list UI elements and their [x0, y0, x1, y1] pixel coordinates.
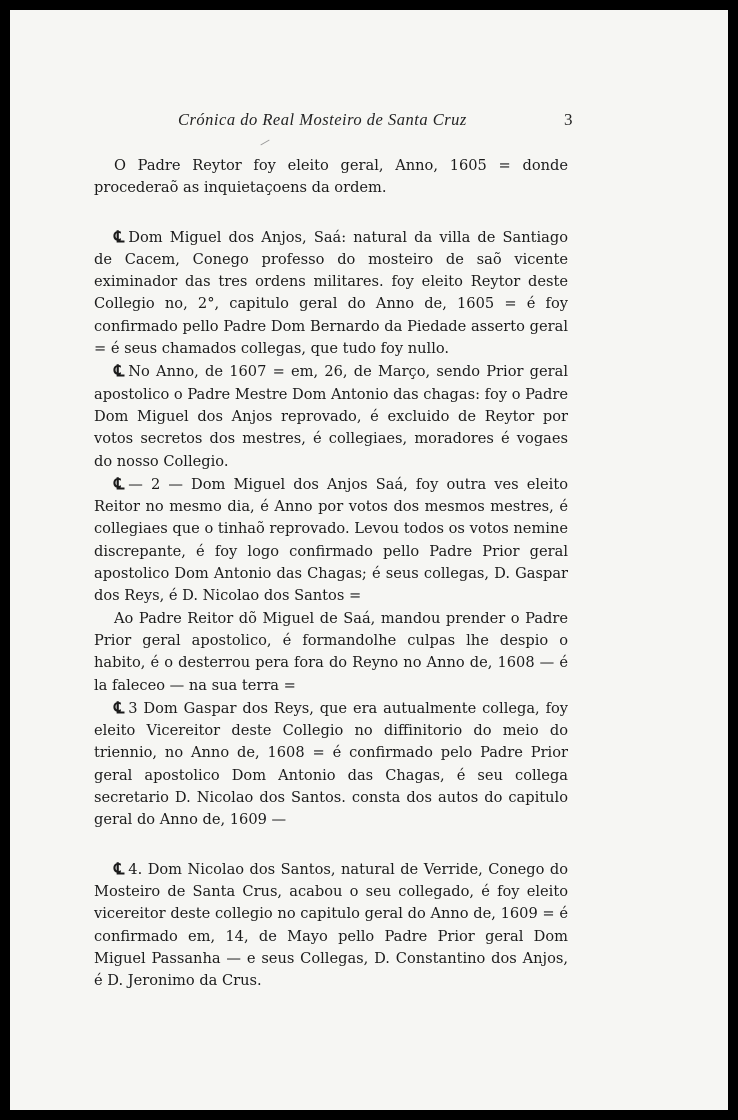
paragraph-3: [94, 360, 568, 472]
running-title: Crónica do Real Mosteiro de Santa Cruz: [178, 110, 467, 129]
page-number: 3: [564, 110, 573, 129]
pilcrow-icon: ℄: [114, 858, 125, 878]
paragraph-1: [94, 155, 568, 200]
pilcrow-icon: ℄: [114, 226, 125, 246]
page-body: [94, 155, 568, 992]
paragraph-text: — 2 — Dom Miguel dos Anjos Saá, foy outra ves eleito Reitor no mesmo dia, é Anno por votos dos mesmos mestres, é collegiaes que o tinhaõ reprovado. Levou todos os votos nemine discrepante, é foy logo confirmado pello Padre Prior geral apostolico Dom Antonio das Chagas; é seus collegas, D. Gaspar dos Reys, é D. Nicolao dos Santos =: [94, 475, 568, 605]
paragraph-2: [94, 226, 568, 361]
paragraph-text: O Padre Reytor foy eleito geral, Anno, 1605 = donde procederaõ as inquietaçoens da ordem.: [94, 157, 568, 197]
paragraph-7: [94, 858, 568, 993]
page-header: [10, 110, 728, 140]
paragraph-text: Dom Miguel dos Anjos, Saá: natural da villa de Santiago de Cacem, Conego professo do mosteiro de saõ vicente eximinador das tres ordens militares. foy eleito Reytor deste Collegio no, 2°, capitulo geral do Anno de, 1605 = é foy confirmado pello Padre Dom Bernardo da Piedade asserto geral = é seus chamados collegas, que tudo foy nullo.: [94, 228, 568, 358]
paragraph-text: 3 Dom Gaspar dos Reys, que era autualmente collega, foy eleito Vicereitor deste Collegio no diffinitorio do meio do triennio, no Anno de, 1608 = é confirmado pelo Padre Prior geral apostolico Dom Antonio das Chagas, é seu collega secretario D. Nicolao dos Santos. consta dos autos do capitulo geral do Anno de, 1609 —: [94, 699, 568, 829]
paragraph-5: [94, 608, 568, 697]
document-page: [10, 10, 728, 1110]
paragraph-text: No Anno, de 1607 = em, 26, de Março, sendo Prior geral apostolico o Padre Mestre Dom Antonio das chagas: foy o Padre Dom Miguel dos Anjos reprovado, é excluido de Reytor por votos secretos dos mestres, é collegiaes, moradores é vogaes do nosso Collegio.: [94, 363, 568, 470]
paragraph-text: Ao Padre Reitor dõ Miguel de Saá, mandou prender o Padre Prior geral apostolico, é formandolhe culpas lhe despio o habito, é o desterrou pera fora do Reyno no Anno de, 1608 — é la faleceo — na sua terra =: [94, 609, 568, 694]
paragraph-4: [94, 473, 568, 608]
pilcrow-icon: ℄: [114, 361, 125, 381]
pilcrow-icon: ℄: [114, 473, 125, 493]
ink-mark: [260, 140, 269, 146]
paragraph-6: [94, 697, 568, 832]
pilcrow-icon: ℄: [114, 697, 125, 717]
paragraph-text: 4. Dom Nicolao dos Santos, natural de Verride, Conego do Mosteiro de Santa Crus, acabou o seu collegado, é foy eleito vicereitor deste collegio no capitulo geral do Anno de, 1609 = é confirmado em, 14, de Mayo pello Padre Prior geral Dom Miguel Passanha — e seus Collegas, D. Constantino dos Anjos, é D. Jeronimo da Crus.: [94, 860, 568, 990]
